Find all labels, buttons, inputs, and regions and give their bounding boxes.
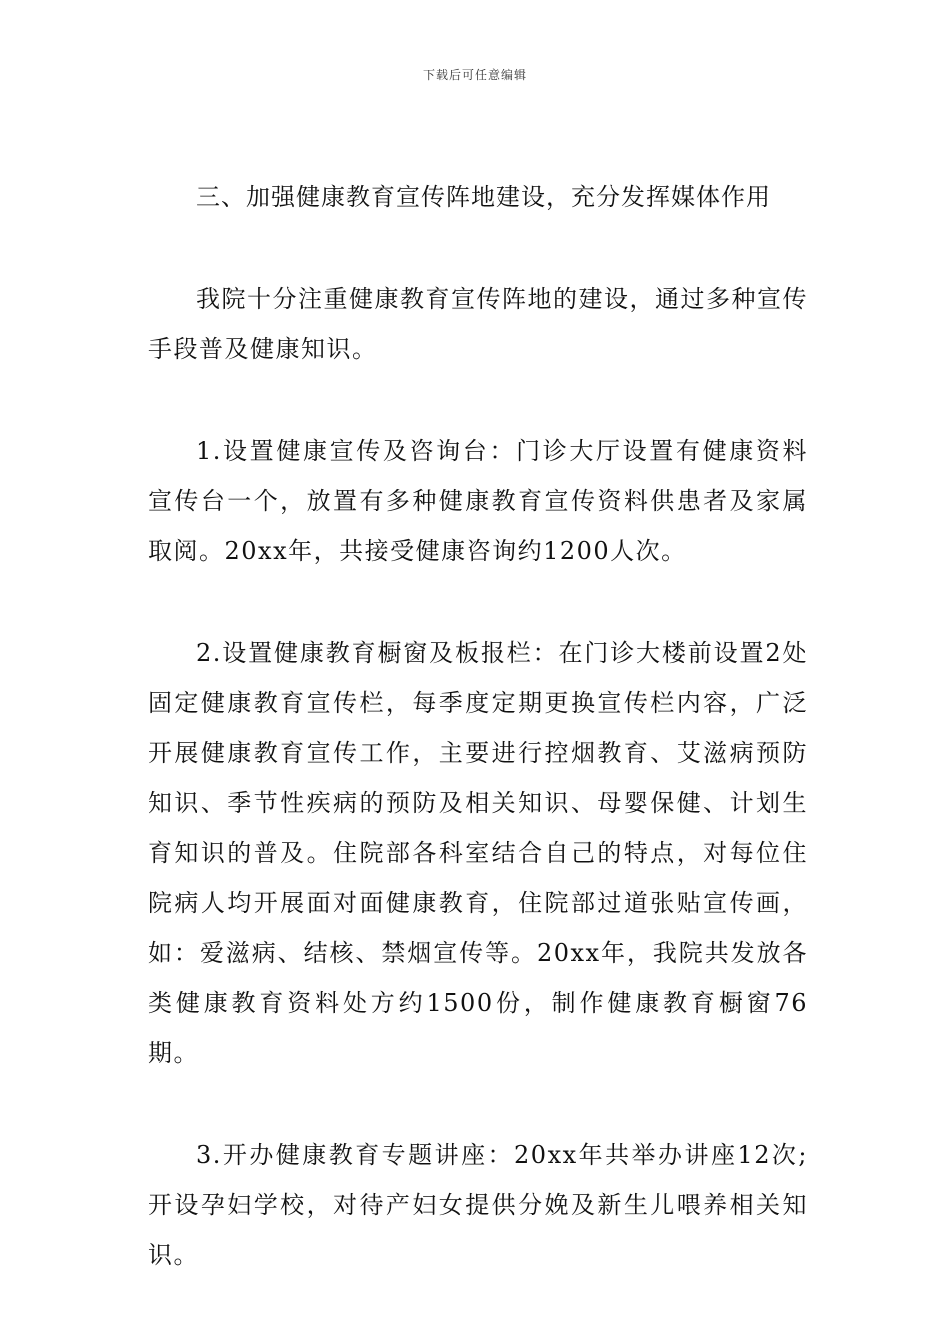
paragraph-item-1: 1.设置健康宣传及咨询台：门诊大厅设置有健康资料宣传台一个，放置有多种健康教育宣传资料供患者及家属取阅。20xx年，共接受健康咨询约1200人次。 [148,437,808,565]
header-note: 下载后可任意编辑 [422,68,527,82]
section-heading: 三、加强健康教育宣传阵地建设，充分发挥媒体作用 [196,183,771,211]
paragraph-item-2: 2.设置健康教育橱窗及板报栏：在门诊大楼前设置2处固定健康教育宣传栏，每季度定期更换宣传栏内容，广泛开展健康教育宣传工作，主要进行控烟教育、艾滋病预防知识、季节性疾病的预防及相关知识、母婴保健、计划生育知识的普及。住院部各科室结合自己的特点，对每位住院病人均开展面对面健康教育，住院部过道张贴宣传画，如：爱滋病、结核、禁烟宣传等。20xx年，我院共发放各类健康教育资料处方约1500份，制作健康教育橱窗76期。 [148,639,808,1067]
paragraph-item-3: 3.开办健康教育专题讲座：20xx年共举办讲座12次;开设孕妇学校，对待产妇女提供分娩及新生儿喂养相关知识。 [148,1141,808,1269]
document-body [148,172,808,1332]
paragraph-intro: 我院十分注重健康教育宣传阵地的建设，通过多种宣传手段普及健康知识。 [148,285,808,363]
